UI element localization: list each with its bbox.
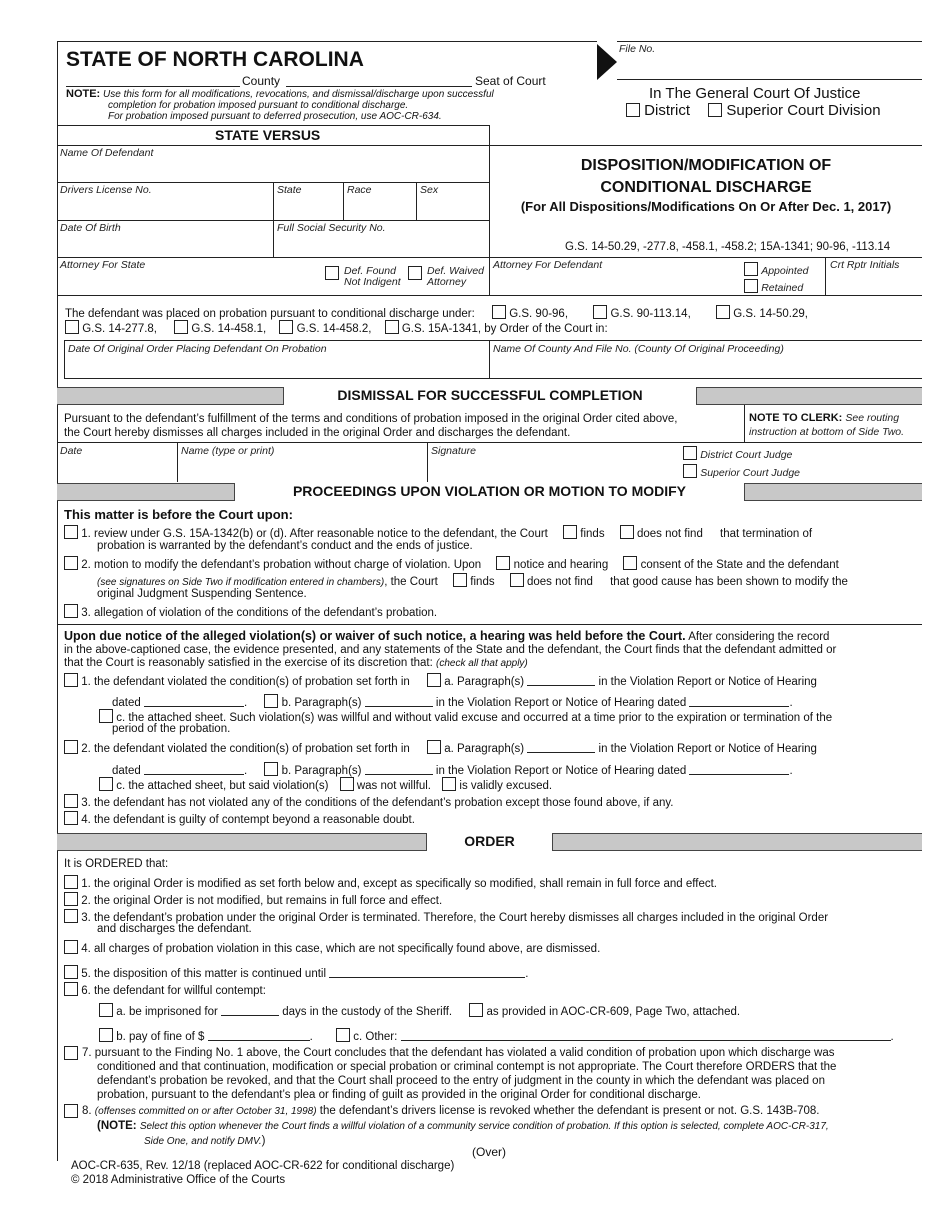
proceeding-3 [64, 604, 437, 619]
order-6b-text: b. pay of fine of $ [116, 1031, 205, 1043]
header-note-line2: completion for probation imposed pursuant to conditional discharge. [108, 100, 409, 111]
order-2 [64, 892, 442, 907]
rptr-label: Crt Rptr Initials [830, 259, 900, 271]
notice-hearing-label: notice and hearing [513, 559, 609, 571]
probation-intro: The defendant was placed on probation pursuant to conditional discharge under: [65, 308, 475, 320]
order-3-checkbox[interactable] [64, 909, 78, 923]
notice-hearing-checkbox[interactable] [496, 556, 510, 570]
finding-1c-text: c. the attached sheet. Such violation(s) was willful and without valid excuse and occurred at a time prior to the expiration or termination of the [116, 712, 833, 724]
proceeding-2-text: 2. motion to modify the defendant’s probation without charge of violation. Upon [81, 559, 482, 571]
order-8-italic: (offenses committed on or after October 31, 1998) [94, 1106, 317, 1117]
order-4-text: 4. all charges of probation violation in this case, which are not specifically found above, are dismissed. [81, 943, 601, 955]
finding-1b-report: in the Violation Report or Notice of Hearing dated [435, 697, 687, 709]
superior-label: Superior Court Division [726, 102, 881, 119]
header-note [66, 89, 494, 122]
order-6a-text-3: as provided in AOC-CR-609, Page Two, attached. [486, 1006, 741, 1018]
proceeding-2-text-d: original Judgment Suspending Sentence. [97, 588, 307, 600]
order-3 [64, 909, 828, 924]
finding-3-checkbox[interactable] [64, 794, 78, 808]
excused-label: is validly excused. [459, 780, 553, 792]
proceeding-1-not-find-checkbox[interactable] [620, 525, 634, 539]
defendant-name-label: Name Of Defendant [60, 147, 154, 159]
order-6a [99, 1003, 740, 1018]
proceeding-1-text-b: that termination of [720, 528, 813, 540]
finding-2a-date-input[interactable] [144, 763, 244, 775]
def-waived-option [408, 266, 484, 288]
finding-1 [64, 673, 817, 688]
finding-2a-paragraph-input[interactable] [527, 741, 595, 753]
consent-checkbox[interactable] [623, 556, 637, 570]
file-no-arrow-icon [597, 44, 617, 80]
orig-date-label: Date Of Original Order Placing Defendant On Probation [68, 343, 327, 355]
court-title: In The General Court Of Justice [649, 85, 861, 102]
order-5-checkbox[interactable] [64, 965, 78, 979]
finding-1a-label: a. Paragraph(s) [444, 676, 525, 688]
opt-90-96-checkbox[interactable] [492, 305, 506, 319]
other-input[interactable] [401, 1029, 891, 1041]
dismissal-signature-label: Signature [431, 445, 476, 457]
finding-4-checkbox[interactable] [64, 811, 78, 825]
proceeding-1-finds-label: finds [580, 528, 605, 540]
proceeding-2-italic: (see signatures on Side Two if modification entered in chambers) [97, 577, 385, 588]
def-waived-label-1: Def. Waived [427, 265, 484, 277]
district-label: District [644, 102, 690, 119]
order-8-number: 8. [82, 1105, 92, 1117]
dismissal-date-label: Date [60, 445, 83, 457]
retained-label: Retained [761, 282, 804, 294]
finding-1d-text: period of the probation. [112, 723, 231, 735]
judge-type-options [683, 446, 800, 482]
opt-14-277-label: G.S. 14-277.8, [82, 323, 157, 335]
header-note-label: NOTE: [66, 88, 101, 100]
order-1-text: 1. the original Order is modified as set forth below and, except as specifically so modified, shall remain in full force and effect. [81, 878, 718, 890]
order-7-text-a: 7. pursuant to the Finding No. 1 above, the Court concludes that the defendant has violated a valid condition of probation upon which discharge was [82, 1047, 835, 1059]
def-waived-checkbox[interactable] [408, 266, 422, 280]
order-6-checkbox[interactable] [64, 982, 78, 996]
finding-2-dated-row: dated . b. Paragraph(s) in the Violation Report or Notice of Hearing dated . [112, 762, 793, 777]
dl-state-label: State [277, 184, 302, 196]
finding-2b-label: b. Paragraph(s) [281, 765, 362, 777]
order-7-checkbox[interactable] [64, 1046, 78, 1060]
proceeding-2-not-find-label: does not find [527, 576, 593, 588]
findings-intro-3-italic: (check all that apply) [436, 658, 528, 669]
proceeding-2-finds-checkbox[interactable] [453, 573, 467, 587]
findings-intro-bold: Upon due notice of the alleged violation(s) or waiver of such notice, a hearing was held before the Court. [64, 629, 686, 643]
order-2-text: 2. the original Order is not modified, but remains in full force and effect. [81, 895, 443, 907]
dob-label: Date Of Birth [60, 222, 121, 234]
proceeding-3-checkbox[interactable] [64, 604, 78, 618]
order-8-checkbox[interactable] [64, 1104, 78, 1118]
appointed-checkbox[interactable] [744, 262, 758, 276]
state-title: STATE OF NORTH CAROLINA [66, 48, 364, 71]
order-6b-checkbox[interactable] [99, 1028, 113, 1042]
finding-4-text: 4. the defendant is guilty of contempt beyond a reasonable doubt. [81, 814, 415, 826]
opt-15a-checkbox[interactable] [385, 320, 399, 334]
county-input[interactable] [66, 86, 240, 87]
order-8-note-end: ) [261, 1135, 266, 1147]
finding-2a-dated: dated [112, 765, 141, 777]
form-statutes: G.S. 14-50.29, -277.8, -458.1, -458.2; 15A-1341; 90-96, -113.14 [565, 241, 891, 253]
finding-2-checkbox[interactable] [64, 740, 78, 754]
proceeding-2-line2 [97, 573, 848, 588]
order-7-text-c: defendant’s probation be revoked, and that the Court shall proceed to the entry of judgment in the county in which the defendant was placed on [97, 1075, 825, 1087]
note-to-clerk-label: NOTE TO CLERK: [749, 412, 843, 424]
finding-1b-checkbox[interactable] [264, 694, 278, 708]
order-8 [64, 1104, 924, 1149]
opt-14-458-1-checkbox[interactable] [174, 320, 188, 334]
finding-2 [64, 740, 817, 755]
form-title-line2: CONDITIONAL DISCHARGE [600, 179, 812, 196]
finding-1c [99, 709, 832, 724]
seat-input[interactable] [286, 86, 472, 87]
probation-line1 [65, 305, 808, 320]
finding-2b-checkbox[interactable] [264, 762, 278, 776]
appointed-label: Appointed [761, 265, 809, 277]
finding-1-dated-row: dated . b. Paragraph(s) in the Violation Report or Notice of Hearing dated . [112, 694, 793, 709]
def-found-label-2: Not Indigent [344, 276, 401, 288]
proceeding-2-not-find-checkbox[interactable] [510, 573, 524, 587]
def-found-checkbox[interactable] [325, 266, 339, 280]
appointed-retained-options [744, 262, 809, 296]
probation-line2 [65, 320, 608, 335]
district-judge-label: District Court Judge [700, 449, 793, 461]
opt-14-458-2-checkbox[interactable] [279, 320, 293, 334]
dismissal-text-1: Pursuant to the defendant’s fulfillment of the terms and conditions of probation imposed in the original Order cited above, [64, 413, 678, 425]
proceeding-1-text: 1. review under G.S. 15A-1342(b) or (d). After reasonable notice to the defendant, the Court [81, 528, 548, 540]
attorney-state-label: Attorney For State [60, 259, 146, 271]
form-number: AOC-CR-635, Rev. 12/18 (replaced AOC-CR-622 for conditional discharge) [71, 1160, 455, 1172]
superior-judge-checkbox[interactable] [683, 464, 697, 478]
opt-90-113-label: G.S. 90-113.14, [610, 308, 691, 320]
dismissal-name-label: Name (type or print) [181, 445, 275, 457]
finding-2c [99, 777, 552, 792]
opt-14-458-1-label: G.S. 14-458.1, [191, 323, 267, 335]
order-6 [64, 982, 266, 997]
proceeding-2-text-c: that good cause has been shown to modify the [610, 576, 848, 588]
finding-2a-report: in the Violation Report or Notice of Hearing [598, 743, 817, 755]
sex-label: Sex [420, 184, 439, 196]
opt-90-113-checkbox[interactable] [593, 305, 607, 319]
finding-1a-dated: dated [112, 697, 141, 709]
days-imprisoned-input[interactable] [221, 1004, 279, 1016]
order-1-checkbox[interactable] [64, 875, 78, 889]
finding-1-text: 1. the defendant violated the condition(s) of probation set forth in [81, 676, 410, 688]
superior-checkbox[interactable] [708, 103, 722, 117]
order-5-text: 5. the disposition of this matter is continued until [81, 968, 327, 980]
finding-1c-checkbox[interactable] [99, 709, 113, 723]
copyright: © 2018 Administrative Office of the Courts [71, 1174, 286, 1186]
order-6c-text: c. Other: [353, 1031, 398, 1043]
order-7-text-d: probation, pursuant to the defendant’s plea or finding of guilt as provided in the original Order for conditional discharge. [97, 1089, 701, 1101]
county-file-label: Name Of County And File No. (County Of Original Proceeding) [493, 343, 784, 355]
order-5: 5. the disposition of this matter is continued until . [64, 965, 528, 980]
proceeding-2-finds-label: finds [470, 576, 495, 588]
retained-checkbox[interactable] [744, 279, 758, 293]
consent-label: consent of the State and the defendant [640, 559, 839, 571]
def-found-label-1: Def. Found [344, 265, 396, 277]
finding-2a-label: a. Paragraph(s) [444, 743, 525, 755]
state-versus-heading: STATE VERSUS [215, 127, 321, 143]
order-6a-checkbox[interactable] [99, 1003, 113, 1017]
file-no-input[interactable] [617, 79, 922, 80]
header-note-line1: Use this form for all modifications, revocations, and dismissal/discharge upon successful [103, 89, 494, 100]
county-label: County [242, 74, 281, 88]
opt-14-277-checkbox[interactable] [65, 320, 79, 334]
finding-1a-paragraph-input[interactable] [527, 674, 595, 686]
district-judge-checkbox[interactable] [683, 446, 697, 460]
order-6c-checkbox[interactable] [336, 1028, 350, 1042]
order-8-text: the defendant’s drivers license is revoked whether the defendant is present or not. G.S. 143B-708. [319, 1105, 820, 1117]
order-8-note-label: (NOTE: [97, 1120, 137, 1132]
license-label: Drivers License No. [60, 184, 152, 196]
finding-1b-paragraph-input[interactable] [365, 695, 433, 707]
finding-1a-date-input[interactable] [144, 695, 244, 707]
finding-2b-paragraph-input[interactable] [365, 763, 433, 775]
finding-1b-label: b. Paragraph(s) [281, 697, 362, 709]
finding-2b-date-input[interactable] [689, 763, 789, 775]
finding-3-text: 3. the defendant has not violated any of the conditions of the defendant’s probation except those found above, if any. [81, 797, 674, 809]
order-4 [64, 940, 600, 955]
district-checkbox[interactable] [626, 103, 640, 117]
not-willful-label: was not willful. [356, 780, 431, 792]
proceeding-3-text: 3. allegation of violation of the conditions of the defendant’s probation. [81, 607, 438, 619]
note-to-clerk [749, 411, 904, 439]
superior-judge-label: Superior Court Judge [700, 467, 801, 479]
finding-1a-checkbox[interactable] [427, 673, 441, 687]
order-2-checkbox[interactable] [64, 892, 78, 906]
finding-2b-report: in the Violation Report or Notice of Hearing dated [435, 765, 687, 777]
opt-15a-label: G.S. 15A-1341, by Order of the Court in: [401, 323, 608, 335]
finding-2c-checkbox[interactable] [99, 777, 113, 791]
proceeding-2-checkbox[interactable] [64, 556, 78, 570]
finding-1b-date-input[interactable] [689, 695, 789, 707]
finding-1-checkbox[interactable] [64, 673, 78, 687]
order-6a-text: a. be imprisoned for [116, 1006, 218, 1018]
form-subtitle: (For All Dispositions/Modifications On Or After Dec. 1, 2017) [520, 199, 892, 214]
note-to-clerk-text-1: See routing [845, 412, 900, 424]
order-7 [64, 1046, 924, 1102]
finding-2a-checkbox[interactable] [427, 740, 441, 754]
order-7-text-b: conditioned and that continuation, modification or special probation or criminal contempt is not appropriate. The Court therefore ORDERS that the [97, 1061, 837, 1073]
file-no-label: File No. [619, 43, 656, 55]
dismissal-title: DISMISSAL FOR SUCCESSFUL COMPLETION [283, 387, 697, 405]
proceedings-title: PROCEEDINGS UPON VIOLATION OR MOTION TO MODIFY [234, 483, 745, 501]
finding-4 [64, 811, 415, 826]
excused-checkbox[interactable] [442, 777, 456, 791]
continued-until-input[interactable] [329, 966, 525, 978]
order-intro: It is ORDERED that: [64, 858, 169, 870]
order-1 [64, 875, 717, 890]
def-found-option [325, 266, 401, 288]
findings-intro-3: that the Court is reasonably satisfied in the exercise of its discretion that: [64, 657, 433, 669]
opt-90-96-label: G.S. 90-96, [509, 308, 569, 320]
not-willful-checkbox[interactable] [340, 777, 354, 791]
proceedings-before: This matter is before the Court upon: [64, 507, 293, 522]
proceeding-2 [64, 556, 839, 571]
findings-intro-2: in the above-captioned case, the evidence presented, and any statements of the State and the defendant, the Court finds that the defendant admitted or [64, 644, 837, 656]
opt-14-458-2-label: G.S. 14-458.2, [296, 323, 372, 335]
order-title: ORDER [426, 833, 553, 851]
proceeding-1-checkbox[interactable] [64, 525, 78, 539]
proceeding-1-finds-checkbox[interactable] [563, 525, 577, 539]
order-8-note-2: Side One, and notify DMV. [144, 1136, 262, 1147]
opt-14-50-checkbox[interactable] [716, 305, 730, 319]
fine-amount-input[interactable] [208, 1029, 310, 1041]
proceeding-1 [64, 525, 812, 540]
proceeding-1-text-c: probation is warranted by the defendant’s conduct and the ends of justice. [97, 540, 473, 552]
form-title-line1: DISPOSITION/MODIFICATION OF [580, 157, 832, 174]
finding-2c-text: c. the attached sheet, but said violation(s) [116, 780, 329, 792]
order-8-note-1: Select this option whenever the Court finds a willful violation of a community service condition of probation. If this option is selected, complete AOC-CR-317, [139, 1121, 829, 1132]
order-4-checkbox[interactable] [64, 940, 78, 954]
finding-1a-report: in the Violation Report or Notice of Hearing [598, 676, 817, 688]
order-3-text: 3. the defendant’s probation under the original Order is terminated. Therefore, the Court hereby dismisses all charges included in the original Order [81, 912, 829, 924]
order-6b: b. pay of fine of $ . c. Other: . [99, 1028, 894, 1043]
over-label: (Over) [472, 1145, 506, 1159]
dismissal-text [64, 412, 678, 440]
header-note-line3: For probation imposed pursuant to deferred prosecution, use AOC-CR-634. [108, 111, 442, 122]
seat-label: Seat of Court [475, 74, 546, 88]
finding-3 [64, 794, 673, 809]
proceeding-2-court: , the Court [384, 576, 438, 588]
order-6a-aoc-checkbox[interactable] [469, 1003, 483, 1017]
findings-intro [64, 630, 920, 670]
order-6a-text-2: days in the custody of the Sheriff. [282, 1006, 453, 1018]
finding-2-text: 2. the defendant violated the condition(s) of probation set forth in [81, 743, 410, 755]
note-to-clerk-text-2: instruction at bottom of Side Two. [749, 426, 905, 438]
dismissal-text-2: the Court hereby dismisses all charges included in the original Order and discharges the defendant. [64, 427, 571, 439]
findings-intro-1: After considering the record [688, 631, 830, 643]
order-3-text-b: and discharges the defendant. [97, 923, 252, 935]
attorney-def-label: Attorney For Defendant [493, 259, 603, 271]
court-division-options [626, 102, 881, 119]
race-label: Race [347, 184, 372, 196]
order-6-text: 6. the defendant for willful contempt: [81, 985, 266, 997]
def-waived-label-2: Attorney [427, 276, 467, 288]
ssn-label: Full Social Security No. [277, 222, 386, 234]
proceeding-1-not-find-label: does not find [636, 528, 703, 540]
opt-14-50-label: G.S. 14-50.29, [733, 308, 808, 320]
